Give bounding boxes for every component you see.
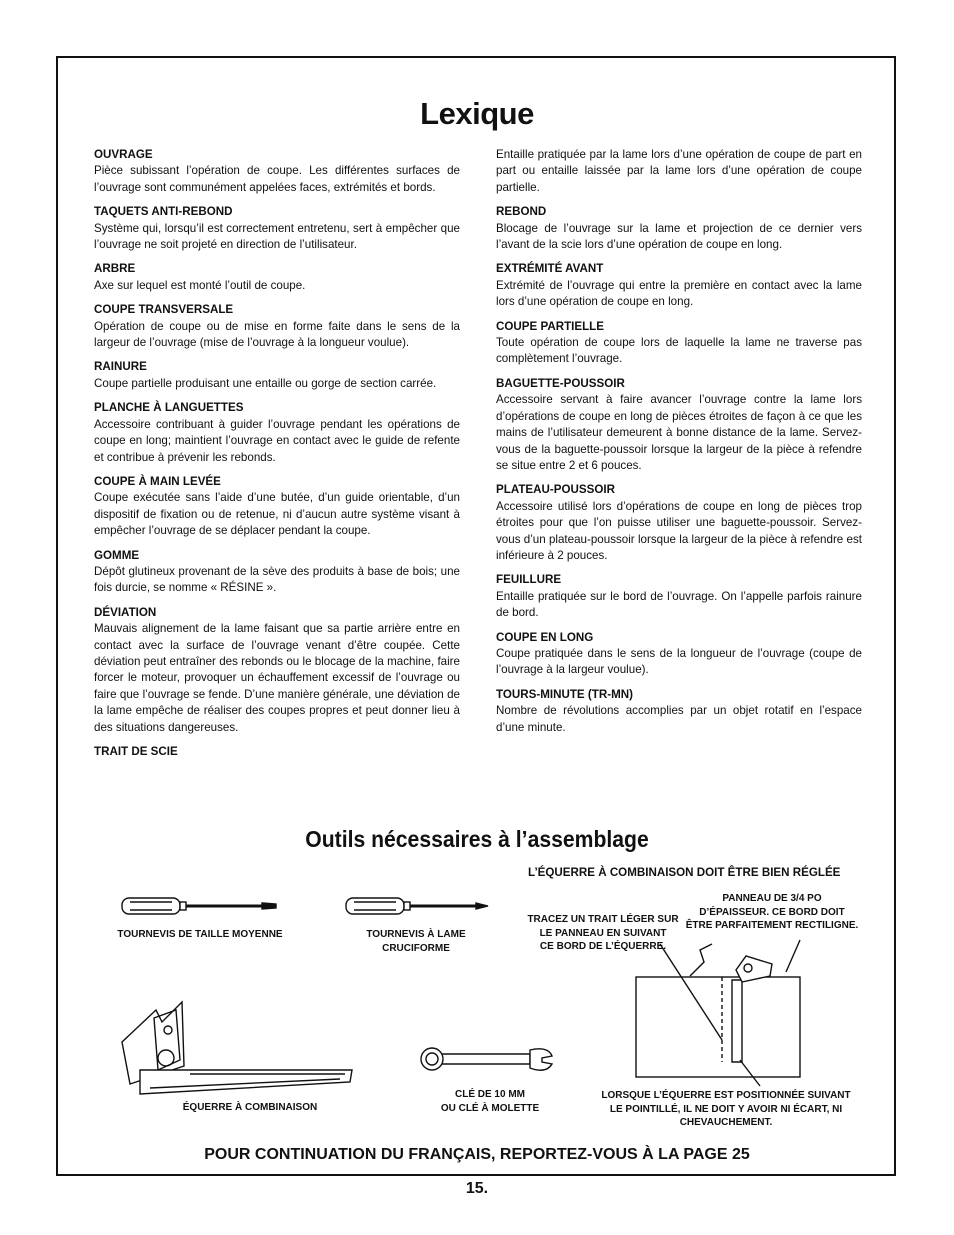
glossary-term: TRAIT DE SCIE — [94, 745, 178, 758]
tools-heading: Outils nécessaires à l’assemblage — [305, 826, 649, 852]
trace-line-caption — [516, 913, 690, 954]
panel-line2: D’ÉPAISSEUR. CE BORD DOIT — [699, 906, 845, 918]
combination-square-caption: ÉQUERRE À COMBINAISON — [182, 1102, 318, 1113]
position-line3: CHEVAUCHEMENT. — [679, 1117, 773, 1128]
glossary-term: DÉVIATION — [94, 605, 157, 619]
glossary-term: RAINURE — [94, 360, 147, 374]
page-title: Lexique — [420, 96, 534, 131]
position-line1: LORSQUE L’ÉQUERRE EST POSITIONNÉE SUIVANT — [601, 1090, 851, 1101]
glossary-definition: Pièce subissant l’opération de coupe. Les différentes surfaces de l’ouvrage sont communément appelées faces, extrémités et bords. — [94, 164, 460, 194]
glossary-definition: Accessoire contribuant à guider l’ouvrage pendant les opérations de coupe en long; maintient l’ouvrage en contact avec le guide de refente et contribue à prévenir les rebonds. — [94, 417, 460, 464]
glossary-definition: Dépôt glutineux provenant de la sève des produits à base de bois; une fois durcie, se nomme « RÉSINE ». — [94, 564, 460, 595]
glossary-definition: Accessoire utilisé lors d’opérations de coupe en long de pièces trop étroites pour que l’on puisse utiliser une baguette-poussoir. Servez-vous d’un plateau-poussoir lorsque la largeur de la pièce à refendre est inférieure à 2 pouces. — [496, 499, 862, 562]
glossary-definition: Système qui, lorsqu’il est correctement entretenu, sert à empêcher que l’ouvrage ne soit projeté en direction de l’utilisateur. — [94, 221, 460, 252]
glossary-definition: Accessoire servant à faire avancer l’ouvrage contre la lame lors d’opérations de coupe en long de pièces étroites de façon à ce que les mains de l’utilisateur demeurent à bonne distance de la lame. Servez-vous de la baguette-poussoir lorsque la largeur de la pièce à refendre se situe entre 2 et 6 pouces. — [496, 393, 862, 472]
glossary-definition: Coupe pratiquée dans le sens de la longueur de l’ouvrage (coupe de l’ouvrage à la largeur voulue). — [496, 646, 862, 677]
glossary-term: COUPE EN LONG — [496, 630, 594, 644]
phillips-screwdriver-caption — [336, 928, 496, 955]
glossary-term: TAQUETS ANTI-REBOND — [94, 205, 233, 219]
continuation-note: POUR CONTINUATION DU FRANÇAIS, REPORTEZ-VOUS À LA PAGE 25 — [204, 1146, 750, 1163]
glossary-term: REBOND — [496, 205, 547, 219]
glossary-term: COUPE À MAIN LEVÉE — [94, 474, 221, 488]
page-number: 15. — [465, 1180, 489, 1197]
trace-line3: CE BORD DE L’ÉQUERRE. — [539, 941, 667, 952]
glossary-term: FEUILLURE — [496, 573, 562, 587]
glossary-term: PLANCHE À LANGUETTES — [94, 401, 244, 415]
square-adjust-note: L’ÉQUERRE À COMBINAISON DOIT ÊTRE BIEN RÉGLÉE — [528, 866, 841, 879]
trace-line2: LE PANNEAU EN SUIVANT — [539, 927, 667, 939]
glossary-definition: Extrémité de l’ouvrage qui entre la première en contact avec la lame lors d’une opération de coupe en long. — [496, 278, 862, 309]
phillips-caption-line2: CRUCIFORME — [382, 942, 450, 954]
glossary-definition: Coupe partielle produisant une entaille ou gorge de section carrée. — [94, 376, 437, 390]
glossary-term: COUPE PARTIELLE — [496, 319, 605, 333]
glossary-definition: Opération de coupe ou de mise en forme faite dans le sens de la largeur de l’ouvrage (mise de l’ouvrage à la longueur voulue). — [94, 319, 460, 350]
glossary-definition: Coupe exécutée sans l’aide d’une butée, d’un guide orientable, d’un dispositif de fixation ou de retenue, ni d’aucun autre système visant à empêcher l’ouvrage de se déplacer pendant la coupe. — [94, 491, 460, 538]
panel-line1: PANNEAU DE 3/4 PO — [722, 893, 822, 904]
panel-line3: ÊTRE PARFAITEMENT RECTILIGNE. — [685, 920, 859, 931]
flat-screwdriver-icon — [122, 898, 276, 914]
glossary-definition: Mauvais alignement de la lame faisant que sa partie arrière entre en contact avec la surface de l’ouvrage venant d’être coupée. Cette déviation peut entraîner des rebonds ou le blocage de la machine, faire forcer le moteur, provoquer un échauffement excessif de l’ouvrage ou faire que l’ouvrage se fende. D’une manière générale, une déviation de la lame empêche de réaliser des coupes propres et peut donner lieu à des situations dangereuses. — [94, 622, 460, 734]
trace-line1: TRACEZ UN TRAIT LÉGER SUR — [527, 914, 679, 925]
glossary-definition: Nombre de révolutions accomplies par un objet rotatif en l’espace d’une minute. — [496, 704, 862, 734]
combination-square-icon — [122, 1002, 352, 1094]
glossary-term: BAGUETTE-POUSSOIR — [496, 376, 625, 390]
phillips-caption-line1: TOURNEVIS À LAME — [366, 929, 466, 940]
glossary-definition: Axe sur lequel est monté l’outil de coupe. — [94, 278, 306, 292]
glossary-definition: Blocage de l’ouvrage sur la lame et projection de ce dernier vers l’avant de la scie lors d’une opération de coupe en long. — [496, 221, 862, 252]
glossary-term: COUPE TRANSVERSALE — [94, 303, 234, 317]
glossary-term: ARBRE — [94, 262, 136, 276]
glossary-definition: Toute opération de coupe lors de laquelle la lame ne traverse pas complètement l’ouvrage. — [496, 336, 862, 366]
panel-caption — [678, 892, 866, 933]
wrench-caption — [400, 1088, 580, 1115]
flat-screwdriver-caption: TOURNEVIS DE TAILLE MOYENNE — [117, 929, 283, 940]
wrench-caption-line2: OU CLÉ À MOLETTE — [440, 1102, 540, 1114]
glossary-term: OUVRAGE — [94, 148, 153, 161]
glossary-term: TOURS-MINUTE (TR-MN) — [496, 687, 633, 701]
glossary-definition: Entaille pratiquée par la lame lors d’une opération de coupe de part en part ou entaille laissée par la lame lors d’une opération de coupe partielle. — [496, 148, 862, 194]
wrench-icon — [421, 1048, 552, 1070]
panel-square-diagram — [636, 940, 800, 1086]
glossary-term: GOMME — [94, 548, 140, 562]
glossary-term: EXTRÉMITÉ AVANT — [496, 262, 604, 276]
glossary-definition: Entaille pratiquée sur le bord de l’ouvrage. On l’appelle parfois rainure de bord. — [496, 589, 862, 620]
position-line2: LE POINTILLÉ, IL NE DOIT Y AVOIR NI ÉCART, NI — [609, 1103, 843, 1115]
glossary-term: PLATEAU-POUSSOIR — [496, 483, 615, 497]
phillips-screwdriver-icon — [346, 898, 488, 914]
position-caption — [590, 1089, 862, 1130]
wrench-caption-line1: CLÉ DE 10 MM — [454, 1089, 525, 1100]
